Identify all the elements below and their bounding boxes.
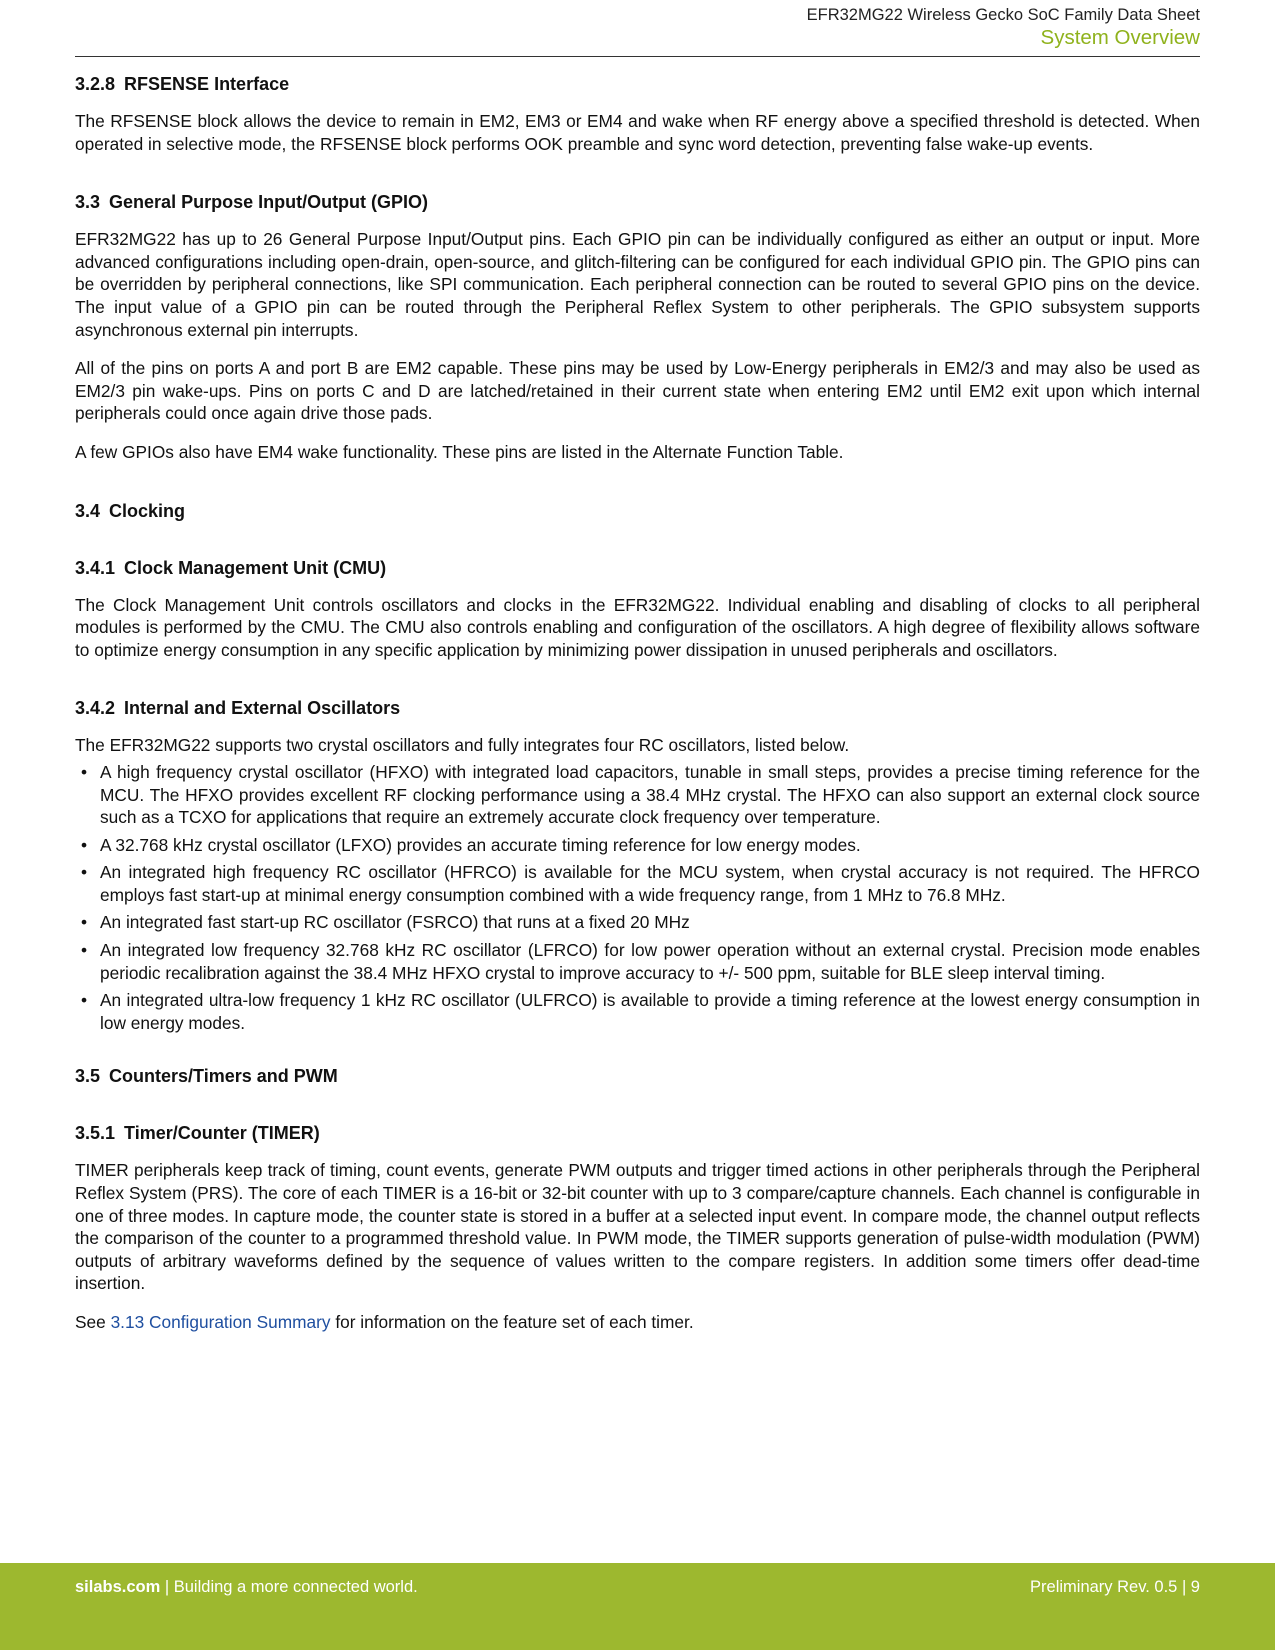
list-item-text: An integrated ultra-low frequency 1 kHz RC oscillator (ULFRCO) is available to provide a timing reference at the lowest energy consumption in low energy modes. <box>100 990 1200 1033</box>
list-item-text: A 32.768 kHz crystal oscillator (LFXO) provides an accurate timing reference for low energy modes. <box>100 834 861 855</box>
page-header <box>807 5 1200 51</box>
heading-number: 3.3 <box>75 192 101 213</box>
page-footer <box>0 1563 1275 1650</box>
list-item <box>75 834 1200 857</box>
heading-number: 3.2.8 <box>75 74 116 94</box>
heading-number: 3.4 <box>75 500 101 521</box>
footer-revision: Preliminary Rev. 0.5 | 9 <box>1030 1578 1200 1596</box>
heading-clocking <box>75 497 1200 525</box>
footer-site-link[interactable]: silabs.com <box>75 1578 161 1596</box>
chapter-title: System Overview <box>1040 26 1200 49</box>
paragraph-gpio-3: A few GPIOs also have EM4 wake functionality. These pins are listed in the Alternate Function Table. <box>75 441 844 462</box>
configuration-summary-link[interactable]: 3.13 Configuration Summary <box>110 1312 331 1332</box>
bullet-icon: • <box>81 990 88 1011</box>
paragraph-cmu: The Clock Management Unit controls oscillators and clocks in the EFR32MG22. Individual enabling and disabling of clocks to all peripheral modules is performed by the CMU. The CMU also controls enabling and configuration of the oscillators. A high degree of flexibility allows software to optimize energy consumption in any specific application by minimizing power dissipation in unused peripherals and oscillators. <box>75 594 1200 660</box>
footer-tagline: | Building a more connected world. <box>160 1578 418 1596</box>
oscillator-list <box>75 761 1200 1035</box>
see-suffix: for information on the feature set of each timer. <box>330 1312 694 1332</box>
bullet-icon: • <box>81 940 88 961</box>
paragraph-gpio-2: All of the pins on ports A and port B are EM2 capable. These pins may be used by Low-Energy peripherals in EM2/3 and may also be used as EM2/3 pin wake-ups. Pins on ports C and D are latched/retained in their current state when entering EM2 until EM2 exit upon which internal peripherals could once again drive those pads. <box>75 358 1200 424</box>
paragraph-rfsense: The RFSENSE block allows the device to remain in EM2, EM3 or EM4 and wake when RF energy above a specified threshold is detected. When operated in selective mode, the RFSENSE block performs OOK preamble and sync word detection, preventing false wake-up events. <box>75 111 1200 154</box>
heading-text: Counters/Timers and PWM <box>109 1066 338 1087</box>
bullet-icon: • <box>81 761 88 782</box>
list-item-text: An integrated fast start-up RC oscillator (FSRCO) that runs at a fixed 20 MHz <box>100 912 690 933</box>
list-item <box>75 911 1200 934</box>
heading-text: General Purpose Input/Output (GPIO) <box>109 192 429 213</box>
footer-left <box>75 1578 418 1597</box>
heading-text: Internal and External Oscillators <box>124 698 401 719</box>
heading-text: Clock Management Unit (CMU) <box>124 557 387 578</box>
list-item-text: A high frequency crystal oscillator (HFXO) with integrated load capacitors, tunable in small steps, provides a precise timing reference for the MCU. The HFXO provides excellent RF clocking performance using a 38.4 MHz crystal. The HFXO can also support an external clock source such as a TCXO for applications that require an extremely accurate clock frequency over temperature. <box>100 761 1200 828</box>
list-item <box>75 989 1200 1034</box>
heading-text: RFSENSE Interface <box>124 74 290 94</box>
heading-rfsense <box>75 70 1200 98</box>
heading-number: 3.4.2 <box>75 698 116 719</box>
heading-timer <box>75 1119 1200 1147</box>
document-title: EFR32MG22 Wireless Gecko SoC Family Data Sheet <box>806 6 1200 24</box>
list-item <box>75 939 1200 984</box>
list-item-text: An integrated high frequency RC oscillator (HFRCO) is available for the MCU system, when crystal accuracy is not required. The HFRCO employs fast start-up at minimal energy consumption combined with a wide frequency range, from 1 MHz to 76.8 MHz. <box>100 862 1200 905</box>
list-item-text: An integrated low frequency 32.768 kHz RC oscillator (LFRCO) for low power operation without an external crystal. Precision mode enables periodic recalibration against the 38.4 MHz HFXO crystal to improve accuracy to +/- 500 ppm, suitable for BLE sleep interval timing. <box>100 940 1200 983</box>
heading-number: 3.5 <box>75 1066 101 1087</box>
bullet-icon: • <box>81 862 88 883</box>
heading-number: 3.5.1 <box>75 1123 116 1144</box>
see-prefix: See <box>75 1312 111 1332</box>
paragraph-oscillators-intro: The EFR32MG22 supports two crystal oscillators and fully integrates four RC oscillators, listed below. <box>75 735 850 756</box>
list-item <box>75 861 1200 906</box>
heading-oscillators <box>75 694 1200 722</box>
page-content <box>75 70 1200 1334</box>
list-item <box>75 761 1200 829</box>
heading-gpio <box>75 188 1200 216</box>
bullet-icon: • <box>81 834 88 855</box>
paragraph-timer-see-also <box>75 1311 1200 1334</box>
bullet-icon: • <box>81 912 88 933</box>
paragraph-timer: TIMER peripherals keep track of timing, count events, generate PWM outputs and trigger timed actions in other peripherals through the Peripheral Reflex System (PRS). The core of each TIMER is a 16-bit or 32-bit counter with up to 3 compare/capture channels. Each channel is configurable in one of three modes. In capture mode, the counter state is stored in a buffer at a selected input event. In compare mode, the channel output reflects the comparison of the counter to a programmed threshold value. In PWM mode, the TIMER supports generation of pulse-width modulation (PWM) outputs of arbitrary waveforms defined by the sequence of values written to the compare registers. In addition some timers offer dead-time insertion. <box>75 1160 1200 1294</box>
heading-counters <box>75 1062 1200 1090</box>
heading-text: Timer/Counter (TIMER) <box>124 1123 320 1144</box>
heading-number: 3.4.1 <box>75 557 116 578</box>
heading-cmu <box>75 554 1200 582</box>
paragraph-gpio-1: EFR32MG22 has up to 26 General Purpose Input/Output pins. Each GPIO pin can be individually configured as either an output or input. More advanced configurations including open-drain, open-source, and glitch-filtering can be configured for each individual GPIO pin. The GPIO pins can be overridden by peripheral connections, like SPI communication. Each peripheral connection can be routed to several GPIO pins on the device. The input value of a GPIO pin can be routed through the Peripheral Reflex System to other peripherals. The GPIO subsystem supports asynchronous external pin interrupts. <box>75 229 1200 340</box>
heading-text: Clocking <box>109 500 186 521</box>
header-divider <box>75 56 1200 57</box>
